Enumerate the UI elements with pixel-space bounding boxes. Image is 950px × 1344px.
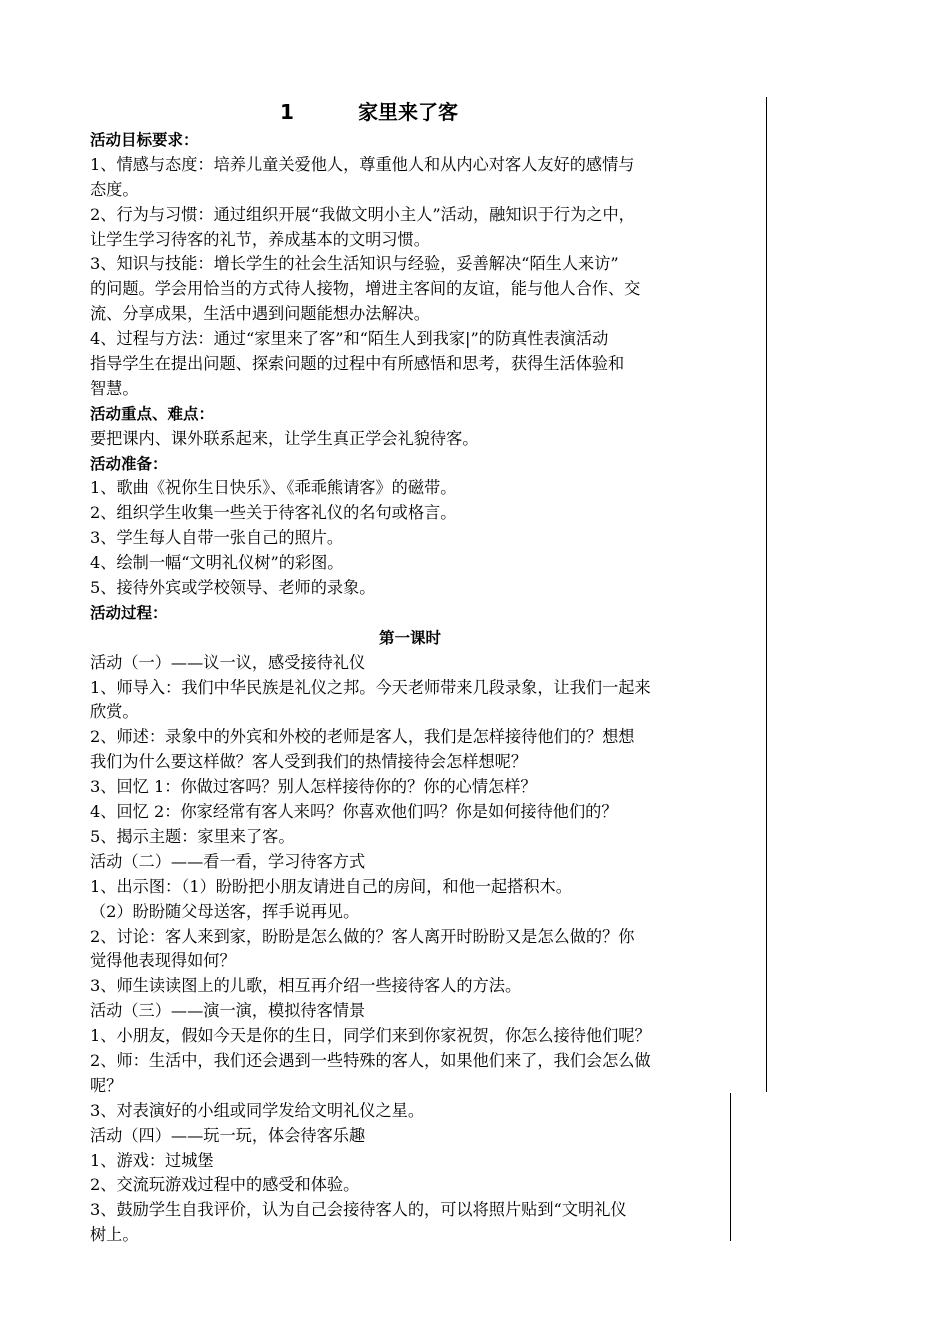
text-line: 活动（三）——演一演，模拟待客情景 [90, 1001, 366, 1021]
text-line: 4、回忆 2：你家经常有客人来吗？你喜欢他们吗？你是如何接待他们的？ [90, 802, 618, 822]
document-body [90, 96, 730, 1248]
right-margin-rule-lower [730, 1093, 731, 1241]
text-line: （2）盼盼随父母送客，挥手说再见。 [90, 901, 360, 921]
section-heading: 活动重点、难点： [90, 404, 215, 423]
text-line: 智慧。 [90, 378, 139, 398]
text-line: 1、歌曲《祝你生日快乐》、《乖乖熊请客》的磁带。 [90, 478, 457, 498]
text-line: 2、师：生活中，我们还会遇到一些特殊的客人，如果他们来了，我们会怎么做 [90, 1050, 651, 1070]
text-line: 要把课内、课外联系起来，让学生真正学会礼貌待客。 [90, 428, 479, 448]
document-lines [90, 128, 730, 1248]
document-title [90, 96, 730, 128]
text-line: 让学生学习待客的礼节，养成基本的文明习惯。 [90, 229, 430, 249]
text-line: 2、交流玩游戏过程中的感受和体验。 [90, 1175, 360, 1195]
text-line: 欣赏。 [90, 702, 139, 722]
text-line: 态度。 [90, 179, 139, 199]
text-line: 觉得他表现得如何？ [90, 951, 236, 971]
text-line: 2、行为与习惯：通过组织开展“我做文明小主人”活动，融知识于行为之中， [90, 204, 635, 224]
right-margin-rule [766, 97, 767, 1092]
section-heading: 活动准备： [90, 454, 168, 473]
text-line: 3、回忆 1：你做过客吗？别人怎样接待你的？你的心情怎样？ [90, 777, 537, 797]
text-line: 活动（四）——玩一玩，体会待客乐趣 [90, 1125, 366, 1145]
text-line: 3、知识与技能：增长学生的社会生活知识与经验，妥善解决“陌生人来访” [90, 254, 619, 274]
text-line: 1、游戏：过城堡 [90, 1150, 214, 1170]
text-line: 2、讨论：客人来到家，盼盼是怎么做的？客人离开时盼盼又是怎么做的？你 [90, 926, 635, 946]
text-line: 2、师述：录象中的外宾和外校的老师是客人，我们是怎样接待他们的？想想 [90, 727, 635, 747]
title-text: 家里来了客 [358, 100, 458, 124]
text-line: 4、绘制一幅“文明礼仪树”的彩图。 [90, 553, 344, 573]
text-line: 3、鼓励学生自我评价，认为自己会接待客人的，可以将照片贴到“文明礼仪 [90, 1200, 627, 1220]
text-line: 指导学生在提出问题、探索问题的过程中有所感悟和思考，获得生活体验和 [90, 354, 625, 374]
section-heading: 活动过程： [90, 603, 168, 622]
text-line: 活动（一）——议一议，感受接待礼仪 [90, 652, 366, 672]
text-line: 1、小朋友，假如今天是你的生日，同学们来到你家祝贺，你怎么接待他们呢？ [90, 1026, 651, 1046]
text-line: 2、组织学生收集一些关于待客礼仪的名句或格言。 [90, 503, 457, 523]
title-number: 1 [280, 100, 294, 124]
text-line: 我们为什么要这样做？客人受到我们的热情接待会怎样想呢？ [90, 752, 528, 772]
text-line: 3、师生读读图上的儿歌，相互再介绍一些接待客人的方法。 [90, 976, 522, 996]
text-line: 5、揭示主题：家里来了客。 [90, 826, 295, 846]
text-line: 呢？ [90, 1075, 123, 1095]
text-line: 1、情感与态度：培养儿童关爱他人，尊重他人和从内心对客人友好的感情与 [90, 154, 635, 174]
text-line: 4、过程与方法：通过“家里来了客”和“陌生人到我家|”的防真性表演活动 [90, 329, 609, 349]
text-line: 的问题。学会用恰当的方式待人接物，增进主客间的友谊，能与他人合作、交 [90, 279, 641, 299]
section-heading: 活动目标要求： [90, 131, 199, 149]
text-line: 5、接待外宾或学校领导、老师的录象。 [90, 578, 376, 598]
text-line: 树上。 [90, 1225, 139, 1245]
text-line: 活动（二）——看一看，学习待客方式 [90, 851, 366, 871]
text-line: 1、出示图：（1）盼盼把小朋友请进自己的房间，和他一起搭积木。 [90, 876, 572, 896]
text-line: 流、分享成果，生活中遇到问题能想办法解决。 [90, 304, 430, 324]
text-line: 3、对表演好的小组或同学发给文明礼仪之星。 [90, 1100, 425, 1120]
lesson-heading: 第一课时 [378, 628, 441, 647]
text-line: 1、师导入：我们中华民族是礼仪之邦。今天老师带来几段录象，让我们一起来 [90, 677, 651, 697]
text-line: 3、学生每人自带一张自己的照片。 [90, 528, 344, 548]
